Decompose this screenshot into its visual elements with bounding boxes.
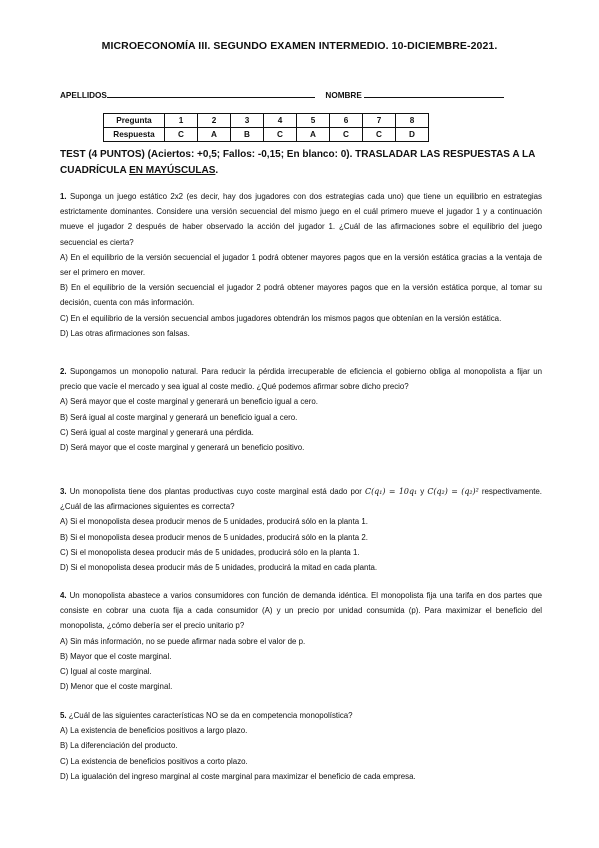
question-number: 3. <box>60 487 67 496</box>
question-text: Un monopolista abastece a varios consumidores con función de demanda idéntica. El monopolista fija una tarifa en dos partes que consiste en cobrar una cuota fija a cada consumidor (A) y un precio por unidad consumida (p). Para maximizar el beneficio del monopolista, ¿cómo debería ser el precio unitario p? <box>60 591 542 631</box>
apellidos-label: APELLIDOS <box>60 91 107 100</box>
question-text: Un monopolista tiene dos plantas productivas cuyo coste marginal está dado por <box>66 487 366 496</box>
question-2 <box>60 364 542 455</box>
answer-grid <box>103 113 429 142</box>
question-number-cell: 8 <box>396 114 429 128</box>
exam-title: MICROECONOMÍA III. SEGUNDO EXAMEN INTERMEDIO. 10-DICIEMBRE-2021. <box>101 40 498 52</box>
nombre-label: NOMBRE <box>325 91 362 100</box>
question-number-cell: 6 <box>330 114 363 128</box>
option-a[interactable]: A) La existencia de beneficios positivos a largo plazo. <box>60 726 248 736</box>
question-number-cell: 1 <box>165 114 198 128</box>
option-c[interactable]: C) La existencia de beneficios positivos a corto plazo. <box>60 756 248 766</box>
option-b[interactable]: B) Mayor que el coste marginal. <box>60 651 172 661</box>
answer-row-label: Respuesta <box>104 128 165 142</box>
option-a[interactable]: A) En el equilibrio de la versión secuencial el jugador 1 podrá obtener mayores pagos que en la versión estática gracias a la ventaja de ser el primero en mover. <box>60 252 542 278</box>
question-5 <box>60 708 542 784</box>
question-stem <box>60 364 542 394</box>
question-1 <box>60 189 542 341</box>
option-c[interactable]: C) Será igual al coste marginal y generará una pérdida. <box>60 427 254 437</box>
apellidos-line[interactable] <box>107 88 315 98</box>
option-b[interactable]: B) En el equilibrio de la versión secuencial el jugador 2 podrá obtener mayores pagos que en la versión estática porque, al tomar su decisión, cuenta con más información. <box>60 283 542 308</box>
student-name-fields <box>60 88 540 100</box>
question-stem <box>60 484 542 514</box>
question-number: 5. <box>60 711 67 720</box>
question-stem <box>60 189 542 250</box>
question-number: 2. <box>60 367 67 376</box>
answer-cell[interactable]: A <box>198 128 231 142</box>
answer-cell[interactable]: A <box>297 128 330 142</box>
answer-cell[interactable]: C <box>264 128 297 142</box>
option-a[interactable]: A) Será mayor que el coste marginal y generará un beneficio igual a cero. <box>60 397 318 407</box>
test-instructions-end: . <box>215 165 219 176</box>
option-d[interactable]: D) La igualación del ingreso marginal al coste marginal para maximizar el beneficio de cada empresa. <box>60 771 416 781</box>
test-instructions-underlined: EN MAYÚSCULAS <box>129 165 216 176</box>
question-number-cell: 4 <box>264 114 297 128</box>
nombre-line[interactable] <box>364 88 504 98</box>
question-text: ¿Cuál de las siguientes características NO se da en competencia monopolística? <box>66 711 353 720</box>
question-text: respectivamente. ¿Cuál de las afirmaciones siguientes es correcta? <box>60 487 542 512</box>
answer-cell[interactable]: C <box>330 128 363 142</box>
question-text: Supongamos un monopolio natural. Para reducir la pérdida irrecuperable de eficiencia el gobierno obliga al monopolista a fijar un precio que vacíe el mercado y sea igual al coste medio. ¿Qué podemos afirmar sobre dicho precio? <box>60 367 542 392</box>
question-4 <box>60 588 542 694</box>
option-a[interactable]: A) Si el monopolista desea producir menos de 5 unidades, producirá sólo en la planta 1. <box>60 517 368 527</box>
question-row-label: Pregunta <box>104 114 165 128</box>
option-d[interactable]: D) Las otras afirmaciones son falsas. <box>60 328 190 338</box>
option-d[interactable]: D) Si el monopolista desea producir más de 5 unidades, producirá la mitad en cada planta. <box>60 563 378 573</box>
question-number: 1. <box>60 192 67 201</box>
question-number-cell: 5 <box>297 114 330 128</box>
test-instructions-text: TEST (4 PUNTOS) (Aciertos: +0,5; Fallos: -0,15; En blanco: 0). TRASLADAR LAS RESPUESTAS A LA CUADRÍCULA <box>60 149 535 176</box>
option-c[interactable]: C) Si el monopolista desea producir más de 5 unidades, producirá sólo en la planta 1. <box>60 547 360 557</box>
answer-cell[interactable]: B <box>231 128 264 142</box>
option-b[interactable]: B) La diferenciación del producto. <box>60 741 178 751</box>
option-a[interactable]: A) Sin más información, no se puede afirmar nada sobre el valor de p. <box>60 636 306 646</box>
question-stem <box>60 588 542 634</box>
option-d[interactable]: D) Menor que el coste marginal. <box>60 682 173 692</box>
question-number-cell: 2 <box>198 114 231 128</box>
marginal-cost-formula-2: C(q₂) = (q₂)² <box>427 487 479 496</box>
question-number-cell: 3 <box>231 114 264 128</box>
option-d[interactable]: D) Será mayor que el coste marginal y generará un beneficio positivo. <box>60 443 305 453</box>
option-b[interactable]: B) Si el monopolista desea producir menos de 5 unidades, producirá sólo en la planta 2. <box>60 532 368 542</box>
question-text: Suponga un juego estático 2x2 (es decir, hay dos jugadores con dos estrategias cada uno) que tiene un equilibrio en estrategias estrictamente dominantes. Considere una versión secuencial del mismo juego en el cuál primero mueve el jugador 1 y a continuación mueve el jugador 2 después de haber observado la acción del jugador 1. ¿Cuál de las afirmaciones sobre el equilibrio del juego secuencial es cierta? <box>60 192 542 247</box>
answer-grid-question-row <box>104 114 429 128</box>
answer-cell[interactable]: D <box>396 128 429 142</box>
answer-cell[interactable]: C <box>165 128 198 142</box>
question-number: 4. <box>60 591 67 600</box>
test-instructions <box>60 147 540 179</box>
marginal-cost-formula-1: C(q₁) = 10q₁ <box>365 487 418 496</box>
question-stem <box>60 708 542 723</box>
option-b[interactable]: B) Será igual al coste marginal y generará un beneficio igual a cero. <box>60 412 298 422</box>
question-text: y <box>417 487 428 496</box>
question-3 <box>60 484 542 575</box>
question-number-cell: 7 <box>363 114 396 128</box>
answer-grid-answer-row <box>104 128 429 142</box>
option-c[interactable]: C) Igual al coste marginal. <box>60 667 152 677</box>
answer-cell[interactable]: C <box>363 128 396 142</box>
option-c[interactable]: C) En el equilibrio de la versión secuencial ambos jugadores obtendrán los mismos pagos que obtenían en la versión estática. <box>60 313 502 323</box>
